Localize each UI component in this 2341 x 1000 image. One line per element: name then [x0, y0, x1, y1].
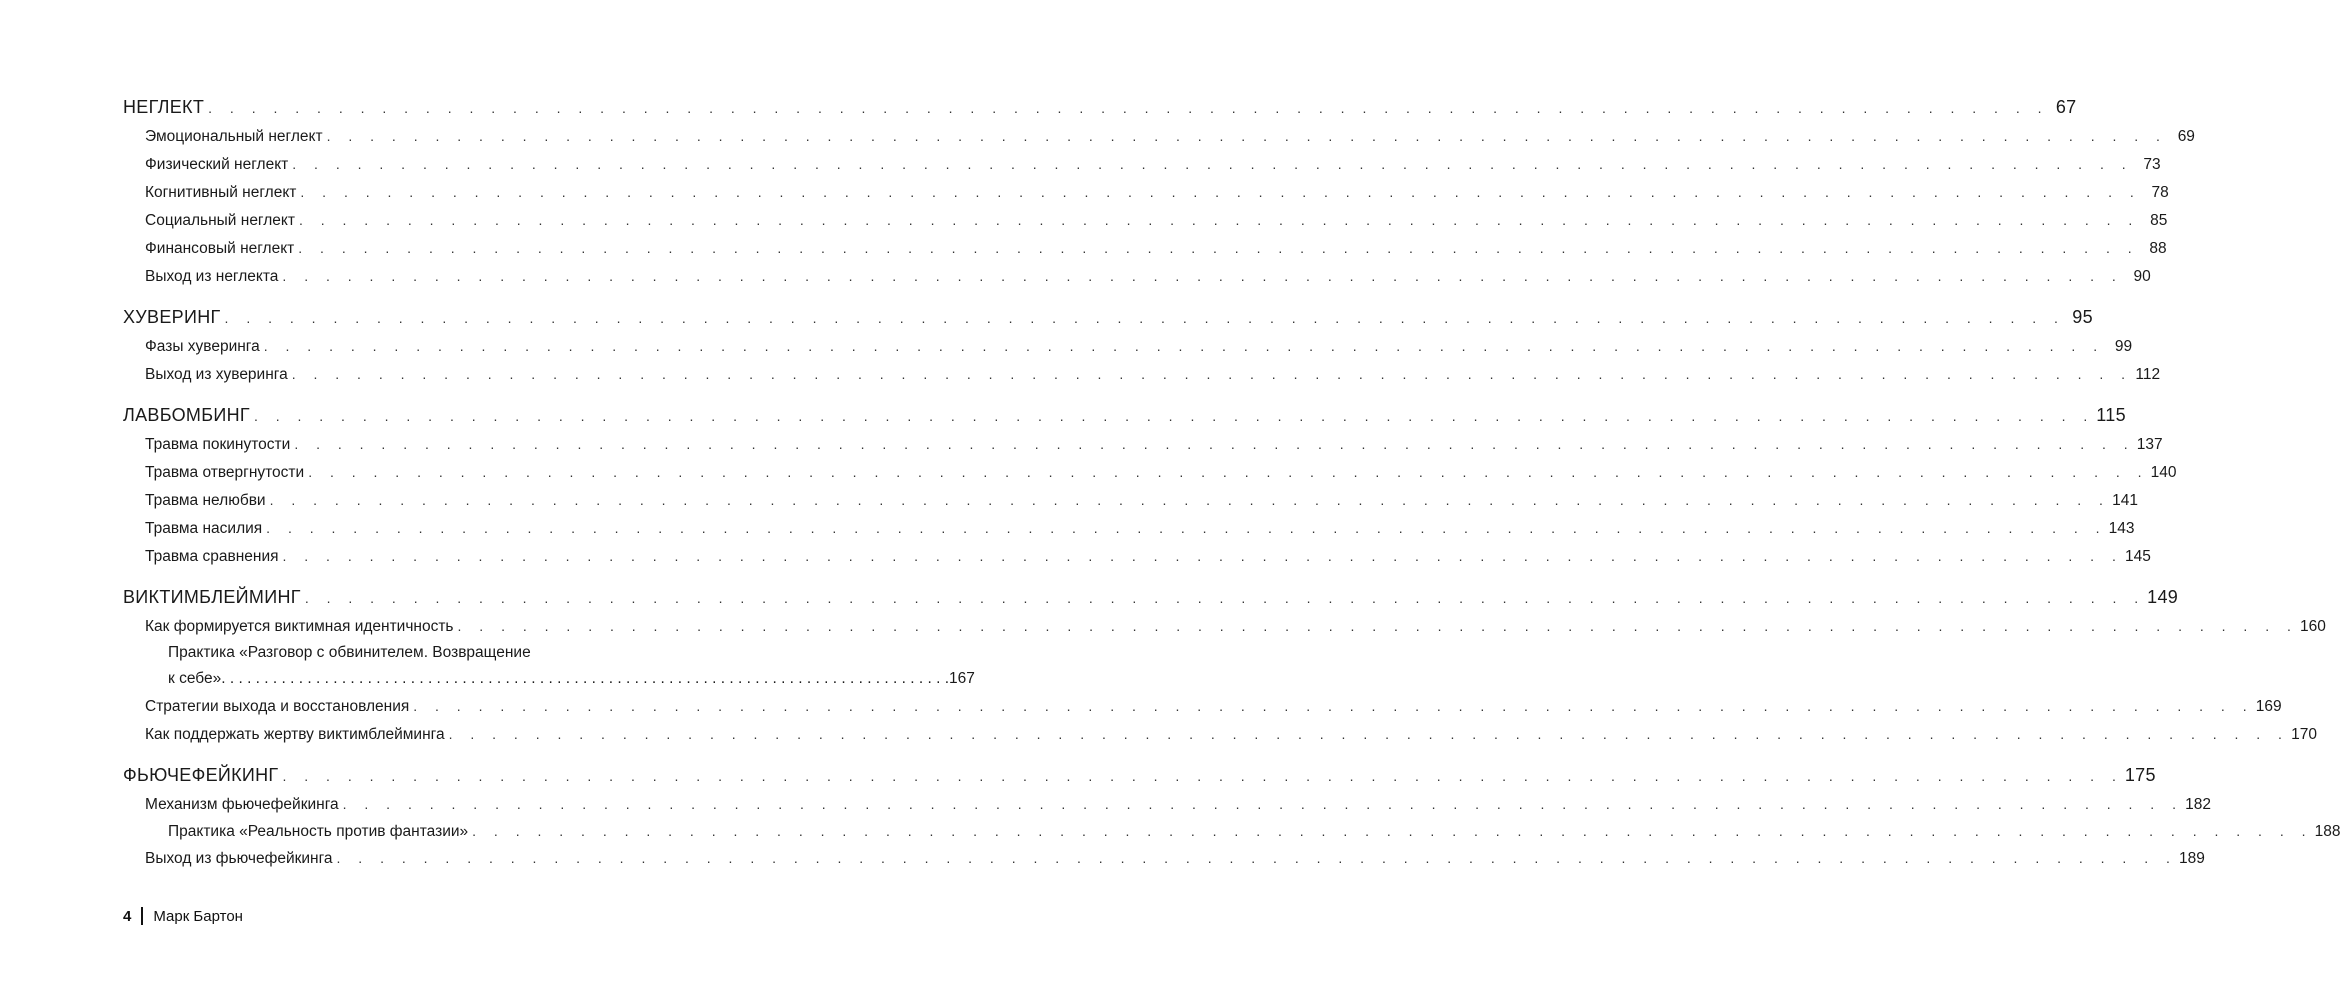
toc-page-number: 182	[2185, 796, 2211, 813]
toc-entry-title: Финансовый неглект	[145, 240, 295, 257]
toc-entry[interactable]	[123, 720, 2317, 748]
toc-entry[interactable]	[123, 430, 2163, 458]
leader-dots: . . . . . . . . . . . . . . . . . . . . . . . . . . . . . . . . . . . . . . . . . . . . . . . . . . . . . . . . . . . . . . . . . . . . . . . . . . . . . . . . . . . . .	[298, 212, 2140, 228]
toc-entry-title: Травма нелюбви	[145, 492, 266, 509]
toc-entry-title: Травма насилия	[145, 520, 263, 537]
toc-page-number: 188	[2314, 823, 2341, 840]
leader-dots: . . . . . . . . . . . . . . . . . . . . . . . . . . . . . . . . . . . . . . . . . . . . . . . . . . . . . . . . . . . . . . . . . . . . . . . . . . . . . . . . . . . . .	[336, 850, 2177, 866]
toc-entry-title: Практика «Реальность против фантазии»	[168, 823, 469, 840]
toc-entry-title: Практика «Разговор с обвинителем. Возвращение	[168, 644, 531, 661]
toc-entry-title: Травма отвергнутости	[145, 464, 305, 481]
toc-page-number: 170	[2291, 726, 2317, 743]
section-gap	[123, 748, 678, 760]
toc-page-number: 73	[2143, 156, 2161, 173]
section-gap	[123, 290, 678, 302]
page-footer	[123, 907, 243, 925]
toc-page-number: 175	[2124, 765, 2156, 785]
toc-entry-title: Выход из хуверинга	[145, 366, 288, 383]
toc-entry-title: Механизм фьючефейкинга	[145, 796, 339, 813]
toc-entry-title: ЛАВБОМБИНГ	[123, 405, 250, 425]
leader-dots: . . . . . . . . . . . . . . . . . . . . . . . . . . . . . . . . . . . . . . . . . . . . . . . . . . . . . . . . . . . . . . . . . . . . . . . . . . . . . . . . . . . . .	[224, 310, 2065, 326]
toc-page-number: 143	[2108, 520, 2135, 537]
leader-dots: . . . . . . . . . . . . . . . . . . . . . . . . . . . . . . . . . . . . . . . . . . . . . . . . . . . . . . . . . . . . . . . . . . . . . . . . . . . . . . . . . . . . .	[292, 156, 2133, 172]
toc-chapter[interactable]	[123, 92, 2077, 122]
toc-page-number: 140	[2150, 464, 2177, 481]
toc-entry-title: Как поддержать жертву виктимблейминга	[145, 726, 445, 743]
toc-entry-title: Травма покинутости	[145, 436, 291, 453]
toc-page-number: 69	[2177, 128, 2195, 145]
leader-dots: . . . . . . . . . . . . . . . . . . . . . . . . . . . . . . . . . . . . . . . . . . . . . . . . . . . . . . . . . . . . . . . . . . . . . . . . . . . . . . . . . . . . .	[326, 128, 2167, 144]
toc-page-number: 90	[2133, 268, 2151, 285]
toc-page-number: 141	[2112, 492, 2138, 509]
toc-entry-title: НЕГЛЕКТ	[123, 97, 205, 117]
toc-entry[interactable]	[123, 234, 2167, 262]
leader-dots: . . . . . . . . . . . . . . . . . . . . . . . . . . . . . . . . . . . . . . . . . . . . . . . . . . . . . . . . . . . . . . . . . . . . . . . . . . . . . . . . . . . . .	[282, 268, 2123, 284]
leader-dots: . . . . . . . . . . . . . . . . . . . . . . . . . . . . . . . . . . . . . . . . . . . . . . . . . . . . . . . . . . . . . . . . . . . . . . . . . . . . . . . . . . . . .	[457, 618, 2298, 634]
leader-dots: . . . . . . . . . . . . . . . . . . . . . . . . . . . . . . . . . . . . . . . . . . . . . . . . . . . . . . . . . . . . . . . . . . . . . . . . . . . . . . . . . . . . .	[269, 492, 2110, 508]
toc-page-number: 99	[2114, 338, 2133, 355]
toc-entry-title: Фазы хуверинга	[145, 338, 260, 355]
toc-entry-title: Травма сравнения	[145, 548, 279, 565]
leader-dots: . . . . . . . . . . . . . . . . . . . . . . . . . . . . . . . . . . . . . . . . . . . . . . . . . . . . . . . . . . . . . . . . . . . . . . . . . . . . . . . . . . . . .	[208, 100, 2049, 116]
toc-entry-title: Как формируется виктимная идентичность	[145, 618, 454, 635]
toc-page-number: 160	[2300, 618, 2326, 635]
leader-dots: . . . . . . . . . . . . . . . . . . . . . . . . . . . . . . . . . . . . . . . . . . . . . . . . . . . . . . . . . . . . . . . . . . . . . . . . . . . . . . . . . . . . .	[221, 670, 950, 687]
toc-page-number: 137	[2136, 436, 2163, 453]
leader-dots: . . . . . . . . . . . . . . . . . . . . . . . . . . . . . . . . . . . . . . . . . . . . . . . . . . . . . . . . . . . . . . . . . . . . . . . . . . . . . . . . . . . . .	[253, 408, 2095, 424]
toc-page-number: 189	[2179, 850, 2205, 867]
toc-page-number: 85	[2150, 212, 2168, 229]
toc-page-number: 112	[2135, 366, 2161, 383]
toc-entry-title-cont: к себе»	[168, 670, 222, 687]
toc-entry[interactable]	[123, 206, 2168, 234]
toc-page-number: 95	[2072, 307, 2093, 327]
toc-entry-title: Физический неглект	[145, 156, 289, 173]
toc-entry[interactable]	[123, 844, 2205, 872]
toc-entry-title: Выход из неглекта	[145, 268, 279, 285]
leader-dots: . . . . . . . . . . . . . . . . . . . . . . . . . . . . . . . . . . . . . . . . . . . . . . . . . . . . . . . . . . . . . . . . . . . . . . . . . . . . . . . . . . . . .	[263, 338, 2105, 354]
section-gap	[123, 570, 678, 582]
leader-dots: . . . . . . . . . . . . . . . . . . . . . . . . . . . . . . . . . . . . . . . . . . . . . . . . . . . . . . . . . . . . . . . . . . . . . . . . . . . . . . . . . . . . .	[291, 366, 2133, 382]
toc-page-number: 149	[2147, 587, 2179, 607]
toc-entry-title: Социальный неглект	[145, 212, 295, 229]
toc-entry-title: Стратегии выхода и восстановления	[145, 698, 410, 715]
toc-entry[interactable]	[123, 332, 2133, 360]
author-name: Марк Бартон	[153, 907, 243, 925]
toc-entry[interactable]	[123, 790, 2211, 818]
toc-page-number: 145	[2124, 548, 2151, 565]
toc-entry[interactable]	[123, 262, 2151, 290]
leader-dots: . . . . . . . . . . . . . . . . . . . . . . . . . . . . . . . . . . . . . . . . . . . . . . . . . . . . . . . . . . . . . . . . . . . . . . . . . . . . . . . . . . . . .	[294, 436, 2135, 452]
toc-chapter[interactable]	[123, 400, 2126, 430]
table-of-contents	[123, 92, 2341, 872]
toc-entry-title: Эмоциональный неглект	[145, 128, 323, 145]
toc-page-number: 78	[2151, 184, 2169, 201]
leader-dots: . . . . . . . . . . . . . . . . . . . . . . . . . . . . . . . . . . . . . . . . . . . . . . . . . . . . . . . . . . . . . . . . . . . . . . . . . . . . . . . . . . . . .	[298, 240, 2139, 256]
toc-entry[interactable]	[123, 360, 2161, 388]
toc-entry[interactable]	[123, 612, 2326, 640]
leader-dots: . . . . . . . . . . . . . . . . . . . . . . . . . . . . . . . . . . . . . . . . . . . . . . . . . . . . . . . . . . . . . . . . . . . . . . . . . . . . . . . . . . . . .	[282, 768, 2123, 784]
toc-page-number: 167	[949, 670, 975, 687]
toc-entry-title: Выход из фьючефейкинга	[145, 850, 333, 867]
toc-entry[interactable]	[123, 178, 2169, 206]
toc-entry[interactable]	[123, 458, 2177, 486]
leader-dots: . . . . . . . . . . . . . . . . . . . . . . . . . . . . . . . . . . . . . . . . . . . . . . . . . . . . . . . . . . . . . . . . . . . . . . . . . . . . . . . . . . . . .	[308, 464, 2149, 480]
toc-entry-title: ВИКТИМБЛЕЙМИНГ	[123, 587, 301, 607]
leader-dots: . . . . . . . . . . . . . . . . . . . . . . . . . . . . . . . . . . . . . . . . . . . . . . . . . . . . . . . . . . . . . . . . . . . . . . . . . . . . . . . . . . . . .	[448, 726, 2289, 742]
toc-entry[interactable]	[123, 692, 2282, 720]
toc-page-number: 169	[2255, 698, 2282, 715]
toc-chapter[interactable]	[123, 760, 2156, 790]
leader-dots: . . . . . . . . . . . . . . . . . . . . . . . . . . . . . . . . . . . . . . . . . . . . . . . . . . . . . . . . . . . . . . . . . . . . . . . . . . . . . . . . . . . . .	[472, 823, 2313, 839]
leader-dots: . . . . . . . . . . . . . . . . . . . . . . . . . . . . . . . . . . . . . . . . . . . . . . . . . . . . . . . . . . . . . . . . . . . . . . . . . . . . . . . . . . . . .	[300, 184, 2141, 200]
toc-chapter[interactable]	[123, 582, 2179, 612]
leader-dots: . . . . . . . . . . . . . . . . . . . . . . . . . . . . . . . . . . . . . . . . . . . . . . . . . . . . . . . . . . . . . . . . . . . . . . . . . . . . . . . . . . . . .	[282, 548, 2123, 564]
toc-entry-line	[168, 666, 975, 692]
leader-dots: . . . . . . . . . . . . . . . . . . . . . . . . . . . . . . . . . . . . . . . . . . . . . . . . . . . . . . . . . . . . . . . . . . . . . . . . . . . . . . . . . . . . .	[266, 520, 2107, 536]
leader-dots: . . . . . . . . . . . . . . . . . . . . . . . . . . . . . . . . . . . . . . . . . . . . . . . . . . . . . . . . . . . . . . . . . . . . . . . . . . . . . . . . . . . . .	[413, 698, 2254, 714]
toc-entry-title: Когнитивный неглект	[145, 184, 297, 201]
leader-dots: . . . . . . . . . . . . . . . . . . . . . . . . . . . . . . . . . . . . . . . . . . . . . . . . . . . . . . . . . . . . . . . . . . . . . . . . . . . . . . . . . . . . .	[304, 590, 2146, 606]
toc-entry[interactable]	[123, 486, 2138, 514]
toc-page-number: 115	[2096, 405, 2126, 425]
page-number: 4	[123, 907, 132, 925]
toc-entry-title: ФЬЮЧЕФЕЙКИНГ	[123, 765, 279, 785]
toc-entry[interactable]	[123, 150, 2161, 178]
toc-entry[interactable]	[123, 514, 2135, 542]
toc-page-number: 67	[2055, 97, 2077, 117]
toc-chapter[interactable]	[123, 302, 2093, 332]
toc-entry-title: ХУВЕРИНГ	[123, 307, 221, 327]
toc-entry[interactable]	[123, 818, 2341, 844]
footer-divider	[141, 907, 143, 925]
section-gap	[123, 388, 678, 400]
toc-entry-wrapped[interactable]	[123, 640, 975, 692]
toc-page-number: 88	[2149, 240, 2167, 257]
leader-dots: . . . . . . . . . . . . . . . . . . . . . . . . . . . . . . . . . . . . . . . . . . . . . . . . . . . . . . . . . . . . . . . . . . . . . . . . . . . . . . . . . . . . .	[342, 796, 2183, 812]
toc-entry[interactable]	[123, 542, 2151, 570]
toc-entry[interactable]	[123, 122, 2195, 150]
